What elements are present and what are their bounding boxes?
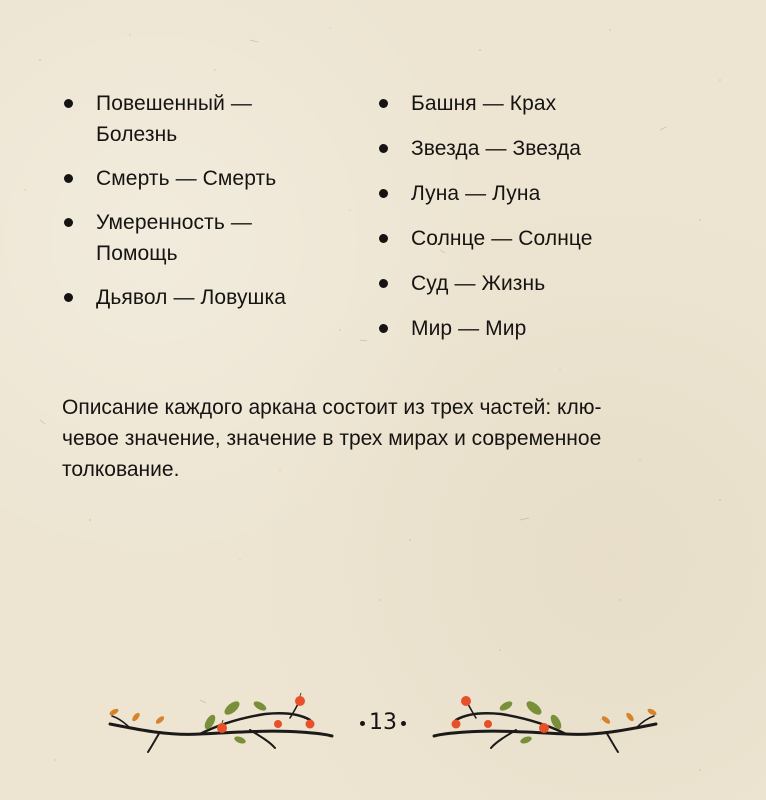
list-item bbox=[375, 88, 675, 119]
paragraph-line: Описание каждого аркана состоит из трех частей: клю- bbox=[62, 396, 602, 419]
arcana-list-left bbox=[60, 88, 330, 326]
list-item-text: Дьявол — Ловушка bbox=[96, 286, 287, 309]
bullet-icon bbox=[64, 293, 73, 302]
list-item-text: Звезда — Звезда bbox=[411, 137, 582, 160]
paragraph-line: чевое значение, значение в трех мирах и современное bbox=[62, 427, 602, 450]
list-item-text: Суд — Жизнь bbox=[411, 272, 546, 295]
list-item-text: Смерть — Смерть bbox=[96, 167, 277, 190]
list-item bbox=[60, 88, 330, 150]
list-item-text: Башня — Крах bbox=[411, 92, 557, 115]
list-item-text: Умеренность — bbox=[96, 211, 252, 234]
list-item bbox=[60, 282, 330, 313]
page-number bbox=[356, 708, 410, 738]
list-item bbox=[375, 268, 675, 299]
page-footer bbox=[100, 690, 666, 760]
paragraph-line: толкование. bbox=[62, 458, 180, 481]
list-item bbox=[60, 163, 330, 194]
list-item bbox=[375, 133, 675, 164]
list-item-text: Болезнь bbox=[96, 123, 178, 146]
bullet-icon bbox=[379, 324, 388, 333]
bullet-icon bbox=[379, 99, 388, 108]
list-item bbox=[375, 223, 675, 254]
bullet-icon bbox=[64, 218, 73, 227]
arcana-list-right bbox=[375, 88, 675, 358]
page-number-value: 13 bbox=[369, 710, 397, 735]
bullet-icon bbox=[379, 144, 388, 153]
bullet-icon bbox=[379, 279, 388, 288]
list-item-text: Повешенный — bbox=[96, 92, 252, 115]
list-item bbox=[375, 313, 675, 344]
list-item bbox=[375, 178, 675, 209]
branch-with-berries-icon bbox=[100, 690, 340, 760]
bullet-icon bbox=[379, 234, 388, 243]
bullet-icon bbox=[64, 99, 73, 108]
bullet-icon bbox=[64, 174, 73, 183]
bullet-icon bbox=[379, 189, 388, 198]
list-item-text: Помощь bbox=[96, 242, 178, 265]
list-item-text: Солнце — Солнце bbox=[411, 227, 593, 250]
branch-with-berries-icon bbox=[426, 690, 666, 760]
description-paragraph bbox=[62, 392, 712, 485]
dot-icon bbox=[401, 721, 406, 726]
dot-icon bbox=[360, 721, 365, 726]
list-item-text: Мир — Мир bbox=[411, 317, 527, 340]
list-item bbox=[60, 207, 330, 269]
list-item-text: Луна — Луна bbox=[411, 182, 541, 205]
